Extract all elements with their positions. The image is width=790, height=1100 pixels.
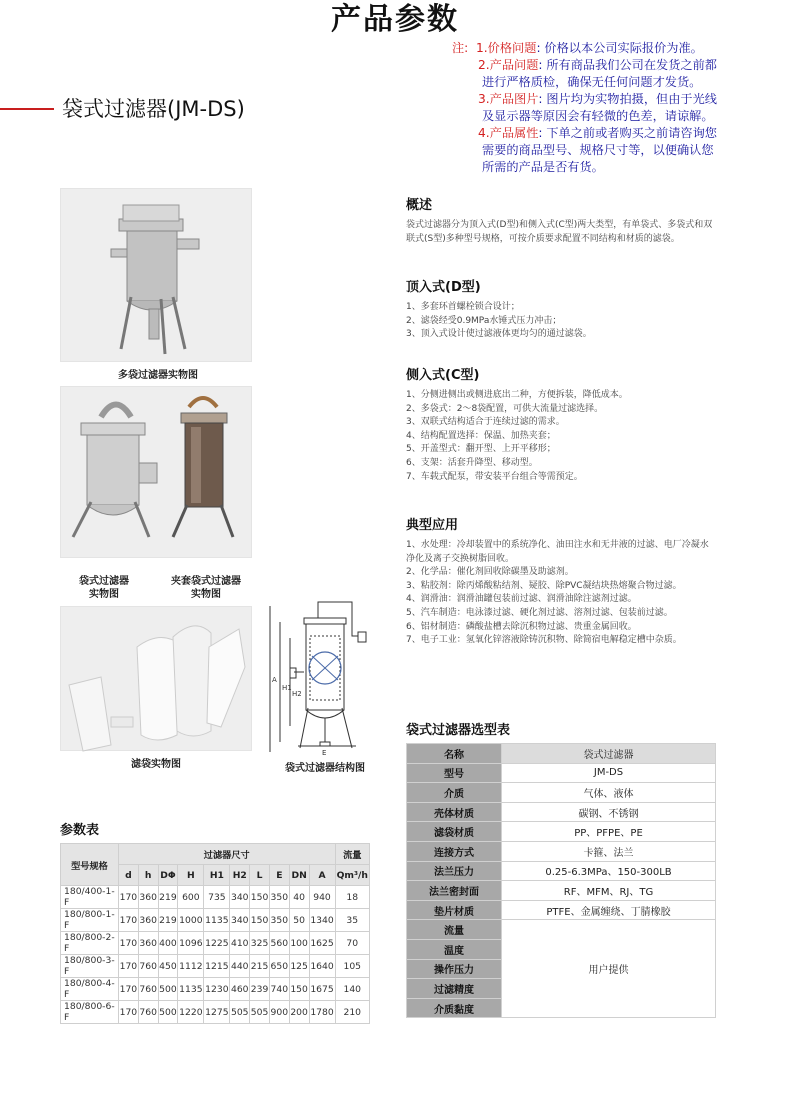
subheader-cell: A (309, 865, 335, 886)
caption-structure: 袋式过滤器结构图 (285, 763, 365, 774)
subheader-cell: H (178, 865, 204, 886)
value-cell: 1640 (309, 955, 335, 978)
side-entry-line: 1、分侧进侧出或侧进底出二种，方便拆装，降低成本。 (406, 390, 628, 400)
table-row (407, 802, 716, 822)
subheader-cell: DΦ (158, 865, 178, 886)
selection-label: 法兰压力 (407, 861, 502, 881)
params-table (60, 843, 370, 1024)
value-cell: 170 (119, 1001, 139, 1024)
selection-value: 碳钢、不锈钢 (502, 802, 716, 822)
value-cell: 125 (289, 955, 309, 978)
subheader-cell: Qm³/h (335, 865, 369, 886)
value-cell: 170 (119, 932, 139, 955)
subheader-cell: DN (289, 865, 309, 886)
notice-text: 所有商品我们公司在发货之前都 (546, 58, 717, 72)
selection-value: 卡箍、法兰 (502, 841, 716, 861)
selection-label: 流量 (407, 920, 502, 940)
table-row (407, 861, 716, 881)
side-entry-title: 侧入式(C型) (406, 368, 480, 383)
top-entry-line: 1、多套环首螺栓锁合设计； (406, 302, 520, 312)
value-cell: 1135 (204, 909, 230, 932)
selection-value: 气体、液体 (502, 783, 716, 803)
selection-label: 型号 (407, 763, 502, 783)
model-cell: 180/800-4-F (61, 978, 119, 1001)
value-cell: 1230 (204, 978, 230, 1001)
value-cell: 500 (158, 978, 178, 1001)
value-cell: 1340 (309, 909, 335, 932)
table-row (407, 881, 716, 901)
notice-label-1: 1.价格问题 (476, 41, 537, 55)
selection-label: 连接方式 (407, 841, 502, 861)
value-cell: 1225 (204, 932, 230, 955)
value-cell: 200 (289, 1001, 309, 1024)
value-cell: 350 (269, 909, 289, 932)
notice-text: 需要的商品型号、规格尺寸等，以便确认您 (482, 143, 714, 157)
selection-label: 名称 (407, 744, 502, 764)
notice-label-2: 2.产品问题 (478, 58, 539, 72)
notice-label-3: 3.产品图片 (478, 92, 539, 106)
selection-label: 介质黏度 (407, 998, 502, 1018)
caption-clamp-filter-line: 夹套袋式过滤器 (171, 576, 241, 587)
bag-filter-photo (60, 386, 252, 558)
applications-line: 7、电子工业：氢氧化锌溶液除铸沉积物、除简宿电解稳定槽中杂质。 (406, 635, 682, 646)
applications-line: 3、粘胶剂：除丙烯酸粘结剂、疑胶、除PVC凝结块热熔聚合物过滤。 (406, 580, 682, 591)
subheader-cell: H1 (204, 865, 230, 886)
value-cell: 760 (138, 978, 158, 1001)
value-cell: 940 (309, 886, 335, 909)
value-cell: 760 (138, 955, 158, 978)
params-table-body (61, 886, 370, 1024)
value-cell: 440 (230, 955, 250, 978)
applications-line: 净化及离子交换树脂回收。 (406, 553, 515, 564)
overview-line: 联式(S型)多种型号规格，可按介质要求配置不同结构和材质的滤袋。 (406, 233, 680, 244)
applications-line: 6、铝材制造：磷酸盐槽去除沉积物过滤、贵重金属回收。 (406, 621, 637, 632)
value-cell: 360 (138, 909, 158, 932)
top-entry-section (406, 276, 736, 342)
value-cell: 105 (335, 955, 369, 978)
caption-bag-filter-line: 袋式过滤器 (79, 576, 129, 587)
side-entry-line: 5、开盖型式：翻开型、上开平移形； (406, 444, 556, 455)
subheader-cell: d (119, 865, 139, 886)
caption-bag-filter (62, 575, 146, 601)
top-entry-line: 2、滤袋经受0.9MPa水锤式压力冲击； (406, 315, 562, 326)
table-row (61, 955, 370, 978)
value-cell: 18 (335, 886, 369, 909)
value-cell: 1625 (309, 932, 335, 955)
value-cell: 215 (250, 955, 270, 978)
side-entry-line: 6、支架：活套升降型、移动型。 (406, 457, 538, 468)
value-cell: 1220 (178, 1001, 204, 1024)
subheader-cell: L (250, 865, 270, 886)
value-cell: 150 (250, 909, 270, 932)
header-flow: 流量 (335, 844, 369, 865)
value-cell: 150 (250, 886, 270, 909)
value-cell: 35 (335, 909, 369, 932)
selection-table-title: 袋式过滤器选型表 (406, 723, 511, 738)
drawing-label-h1: H1 (282, 684, 292, 692)
notice-prefix: 注: (452, 41, 469, 55)
value-cell: 325 (250, 932, 270, 955)
table-header-row (61, 844, 370, 865)
value-cell: 1275 (204, 1001, 230, 1024)
notice-label-4: 4.产品属性 (478, 126, 539, 140)
subheader-cell: h (138, 865, 158, 886)
value-cell: 360 (138, 932, 158, 955)
product-name: 袋式过滤器(JM-DS) (62, 97, 245, 121)
drawing-label-h2: H2 (292, 690, 302, 698)
value-cell: 360 (138, 886, 158, 909)
table-row (61, 909, 370, 932)
applications-title: 典型应用 (406, 518, 459, 533)
value-cell: 400 (158, 932, 178, 955)
value-cell: 1096 (178, 932, 204, 955)
caption-clamp-filter (156, 575, 256, 601)
notice-text: 下单之前或者购买之前请咨询您 (546, 126, 717, 140)
notice-block: 注: 1.价格问题: 价格以本公司实际报价为准。 2.产品问题: 所有商品我们公司在发货之前都 进行严格质检，确保无任何问题才发货。 3.产品图片: 图片均为实物拍摄，但由于光线 及显示器等原因会有轻微的色差，请谅解。 4.产品属性: 下单之前或者购买之前请咨询您 需要的商品型号、规格尺寸等，以便确认您 所需的产品是否有货。 (452, 40, 772, 176)
value-cell: 350 (269, 886, 289, 909)
value-cell: 410 (230, 932, 250, 955)
model-cell: 180/400-1-F (61, 886, 119, 909)
value-cell: 740 (269, 978, 289, 1001)
caption-multi-bag: 多袋过滤器实物图 (118, 370, 198, 381)
selection-label: 壳体材质 (407, 802, 502, 822)
side-entry-line: 3、双联式结构适合于连续过滤的需求。 (406, 417, 565, 428)
value-cell: 140 (335, 978, 369, 1001)
overview-section (406, 194, 736, 246)
notice-text: 进行严格质检，确保无任何问题才发货。 (482, 75, 702, 89)
value-cell: 650 (269, 955, 289, 978)
applications-line: 1、水处理：冷却装置中的系统净化、油田注水和无井液的过滤、电厂冷凝水 (406, 540, 709, 550)
value-cell: 219 (158, 909, 178, 932)
notice-text: 图片均为实物拍摄，但由于光线 (546, 92, 717, 106)
value-cell: 50 (289, 909, 309, 932)
subheader-cell: H2 (230, 865, 250, 886)
selection-value: JM-DS (502, 763, 716, 783)
heading-rule (0, 108, 54, 110)
value-cell: 1000 (178, 909, 204, 932)
overview-title: 概述 (406, 198, 433, 213)
selection-label: 法兰密封面 (407, 881, 502, 901)
applications-line: 5、汽车制造：电泳漆过滤、硬化剂过滤、溶剂过滤、包装前过滤。 (406, 607, 673, 618)
caption-clamp-filter-line: 实物图 (191, 589, 221, 600)
applications-line: 4、润滑油：润滑油罐包装前过滤、润滑油除注滤剂过滤。 (406, 594, 637, 605)
selection-table (406, 743, 716, 1018)
value-cell: 239 (250, 978, 270, 1001)
selection-label: 滤袋材质 (407, 822, 502, 842)
selection-value-user-provided: 用户提供 (502, 920, 716, 1018)
side-entry-line: 7、车载式配泵，带安装平台组合等需预定。 (406, 471, 583, 482)
top-entry-line: 3、顶入式设计使过滤液体更均匀的通过滤袋。 (406, 329, 592, 340)
params-table-title: 参数表 (60, 823, 100, 838)
applications-section (406, 514, 746, 648)
caption-filter-bags: 滤袋实物图 (131, 759, 181, 770)
caption-bag-filter-line: 实物图 (89, 589, 119, 600)
selection-label: 介质 (407, 783, 502, 803)
multi-bag-filter-photo (60, 188, 252, 362)
filter-bags-photo (60, 606, 252, 751)
value-cell: 40 (289, 886, 309, 909)
value-cell: 735 (204, 886, 230, 909)
table-row (407, 920, 716, 940)
table-row (407, 763, 716, 783)
table-row (407, 822, 716, 842)
selection-value: RF、MFM、RJ、TG (502, 881, 716, 901)
value-cell: 170 (119, 886, 139, 909)
table-row (61, 1001, 370, 1024)
selection-label: 垫片材质 (407, 900, 502, 920)
value-cell: 600 (178, 886, 204, 909)
selection-label: 温度 (407, 939, 502, 959)
applications-line: 2、化学品：催化剂回收除碳墨及助滤剂。 (406, 567, 574, 578)
value-cell: 340 (230, 886, 250, 909)
notice-text: 所需的产品是否有货。 (482, 160, 604, 174)
value-cell: 340 (230, 909, 250, 932)
subheader-cell: E (269, 865, 289, 886)
value-cell: 1215 (204, 955, 230, 978)
side-entry-section (406, 364, 736, 484)
drawing-label-a: A (272, 676, 277, 684)
page-title: 产品参数 (331, 2, 459, 37)
value-cell: 150 (289, 978, 309, 1001)
value-cell: 1780 (309, 1001, 335, 1024)
notice-text: 及显示器等原因会有轻微的色差，请谅解。 (482, 109, 714, 123)
table-row (61, 886, 370, 909)
selection-value: PTFE、金属缠绕、丁腈橡胶 (502, 900, 716, 920)
value-cell: 219 (158, 886, 178, 909)
side-entry-line: 4、结构配置选择：保温、加热夹套； (406, 430, 556, 441)
value-cell: 460 (230, 978, 250, 1001)
value-cell: 170 (119, 909, 139, 932)
selection-label: 操作压力 (407, 959, 502, 979)
selection-value: PP、PFPE、PE (502, 822, 716, 842)
overview-line: 袋式过滤器分为顶入式(D型)和侧入式(C型)两大类型，有单袋式、多袋式和双 (406, 220, 713, 230)
value-cell: 70 (335, 932, 369, 955)
selection-value: 0.25-6.3MPa、150-300LB (502, 861, 716, 881)
structure-drawing (268, 596, 378, 756)
value-cell: 500 (158, 1001, 178, 1024)
header-model: 型号规格 (61, 844, 119, 886)
model-cell: 180/800-1-F (61, 909, 119, 932)
value-cell: 900 (269, 1001, 289, 1024)
drawing-label-e: E (322, 749, 327, 756)
value-cell: 505 (250, 1001, 270, 1024)
table-row (407, 744, 716, 764)
value-cell: 100 (289, 932, 309, 955)
value-cell: 505 (230, 1001, 250, 1024)
value-cell: 1112 (178, 955, 204, 978)
model-cell: 180/800-3-F (61, 955, 119, 978)
table-row (61, 978, 370, 1001)
notice-text: 价格以本公司实际报价为准。 (544, 41, 703, 55)
value-cell: 210 (335, 1001, 369, 1024)
selection-value: 袋式过滤器 (502, 744, 716, 764)
value-cell: 1675 (309, 978, 335, 1001)
value-cell: 560 (269, 932, 289, 955)
table-row (407, 783, 716, 803)
table-row (61, 932, 370, 955)
top-entry-title: 顶入式(D型) (406, 280, 481, 295)
value-cell: 450 (158, 955, 178, 978)
side-entry-line: 2、多袋式：2～8袋配置，可供大流量过滤选择。 (406, 403, 604, 414)
table-row (407, 900, 716, 920)
model-cell: 180/800-2-F (61, 932, 119, 955)
value-cell: 170 (119, 955, 139, 978)
header-size: 过滤器尺寸 (119, 844, 336, 865)
value-cell: 760 (138, 1001, 158, 1024)
value-cell: 170 (119, 978, 139, 1001)
model-cell: 180/800-6-F (61, 1001, 119, 1024)
table-row (407, 841, 716, 861)
selection-label: 过滤精度 (407, 979, 502, 999)
value-cell: 1135 (178, 978, 204, 1001)
